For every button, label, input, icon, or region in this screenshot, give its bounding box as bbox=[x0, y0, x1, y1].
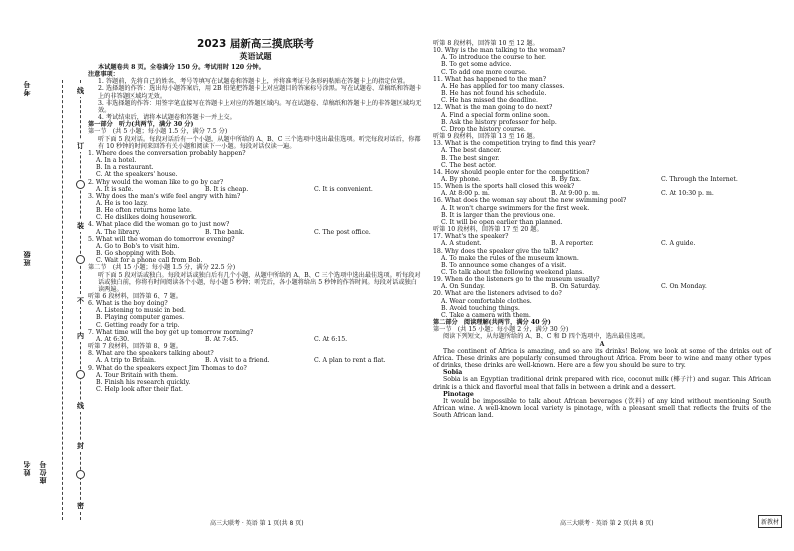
edition-badge: 新教材 bbox=[758, 515, 782, 528]
option: B. Avoid touching things. bbox=[441, 304, 520, 312]
exam-meta: 本试题卷共 8 页。全卷满分 150 分。考试用时 120 分钟。 bbox=[98, 64, 265, 71]
option: A. It won't charge swimmers for the first week. bbox=[441, 204, 590, 212]
option: A. The best dancer. bbox=[441, 147, 502, 155]
question: 3. Why does the man's wife feel angry with him? bbox=[88, 192, 241, 200]
note-item: 2. 选择题的作答：选出每小题答案后，用 2B 铅笔把答题卡上对应题目的答案标号涂黑。写在试题卷、草稿纸和答题卡上的非答题区域均无效。 bbox=[98, 85, 422, 100]
section-instructions: 听下面 5 段对话或独白。每段对话或独白后有几个小题，从题中所给的 A、B、C 三个选项中选出最佳选项。听每段对话或独白前，你将有时间阅读各个小题，每小题 5 秒钟；听完后，各小题将给出 5 秒钟的作答时间。每段对话或独白读两遍。 bbox=[98, 271, 421, 293]
margin-word: 内 bbox=[77, 332, 84, 340]
binding-margin bbox=[22, 80, 82, 520]
option: A. Wear comfortable clothes. bbox=[441, 297, 532, 305]
question: 20. What are the listeners advised to do? bbox=[433, 290, 562, 298]
option: B. Ask the history professor for help. bbox=[441, 118, 557, 126]
note-item: 3. 非选择题的作答：用签字笔直接写在答题卡上对应的答题区域内。写在试题卷、草稿纸和答题卡上的非答题区域均无效。 bbox=[98, 99, 422, 114]
section-instructions: 听下面 5 段对话。每段对话后有一个小题，从题中所给的 A、B、C 三个选项中选出最佳选项。听完每段对话后，你都有 10 秒钟的时间来回答有关小题和阅读下一小题。每段对话仅读一遍。 bbox=[98, 135, 421, 150]
option-row bbox=[433, 176, 771, 183]
question: 4. What place did the woman go to just now? bbox=[88, 221, 230, 229]
option: B. To announce some changes of a visit. bbox=[441, 261, 567, 269]
option-row bbox=[88, 186, 423, 193]
part-heading: 第二部分 阅读理解(共两节，满分 40 分) bbox=[433, 319, 551, 327]
option: C. At 10:30 p. m. bbox=[661, 190, 714, 198]
option: B. Go shopping with Bob. bbox=[96, 250, 176, 258]
margin-label-class: 班级 bbox=[23, 250, 31, 266]
option: C. He dislikes doing housework. bbox=[96, 214, 197, 222]
question: 5. What will the woman do tomorrow evening? bbox=[88, 235, 235, 243]
question: 1. Where does the conversation probably happen? bbox=[88, 149, 246, 157]
question: 13. What is the competition trying to find this year? bbox=[433, 140, 596, 148]
left-column bbox=[88, 38, 423, 393]
listening-material: 听第 6 段材料，回答第 6、7 题。 bbox=[88, 293, 182, 300]
margin-circle bbox=[76, 470, 85, 479]
option: B. On Saturday. bbox=[551, 283, 601, 291]
option: C. At the speakers' house. bbox=[96, 171, 178, 179]
section-heading: 第一节 (共 15 小题；每小题 2 分，满分 30 分) bbox=[433, 326, 569, 334]
option: B. He often returns home late. bbox=[96, 207, 192, 215]
question: 6. What is the boy doing? bbox=[88, 300, 168, 308]
passage-paragraph: The continent of Africa is amazing, and so are its drinks! Below, we look at some of the drinks out of Africa. These drinks are popularly consumed throughout Africa. From beer to wine and many other types of drinks, these drinks are well-known. Here are a few you should be sure to try. bbox=[433, 347, 771, 370]
option: A. The library. bbox=[96, 228, 141, 236]
listening-material: 听第 7 段材料，回答第 8、9 题。 bbox=[88, 343, 182, 351]
note-item: 1. 答题前，先将自己的姓名、考号等填写在试题卷和答题卡上，并将准考证号条形码粘贴在答题卡上的指定位置。 bbox=[98, 78, 410, 86]
question: 11. What has happened to the man? bbox=[433, 75, 547, 83]
option: B. A visit to a friend. bbox=[205, 357, 270, 365]
option: A. Find a special form online soon. bbox=[441, 111, 550, 119]
question: 10. Why is the man talking to the woman? bbox=[433, 47, 566, 55]
option: A. Listening to music in bed. bbox=[96, 307, 186, 315]
option: C. It is convenient. bbox=[314, 185, 373, 193]
option-row bbox=[433, 240, 771, 247]
option: B. At 9:00 p. m. bbox=[551, 190, 600, 198]
question: 19. When do the listeners go to the museum usually? bbox=[433, 276, 600, 284]
option: A. To make the rules of the museum known. bbox=[441, 254, 579, 262]
passage-subheading: Sobia bbox=[443, 369, 463, 377]
margin-word: 不 bbox=[77, 297, 84, 305]
question: 15. When is the sports hall closed this week? bbox=[433, 183, 575, 191]
passage-label: A bbox=[599, 340, 605, 348]
margin-label-exam-no: 考号 bbox=[23, 80, 31, 96]
passage-subheading: Pinotage bbox=[443, 390, 474, 398]
margin-word: 装 bbox=[77, 222, 84, 230]
question: 16. What does the woman say about the new swimming pool? bbox=[433, 197, 627, 205]
option: C. Getting ready for a trip. bbox=[96, 321, 180, 329]
question: 8. What are the speakers talking about? bbox=[88, 350, 214, 358]
option: A. To introduce the course to her. bbox=[441, 54, 547, 62]
option: B. A reporter. bbox=[551, 240, 594, 248]
option: A. At 8:00 p. m. bbox=[441, 190, 490, 198]
option-row bbox=[433, 190, 771, 197]
question: 17. What's the speaker? bbox=[433, 233, 509, 241]
option: B. The bank. bbox=[205, 228, 245, 236]
passage-paragraph: It would be impossible to talk about African beverages (饮料) of any kind without mentioning South African wine. A well-known local variety is pinotage, with a pleasant smell that reflects the fruits of the South African land. bbox=[433, 397, 771, 420]
margin-word: 订 bbox=[77, 142, 84, 150]
option: C. To add one more course. bbox=[441, 68, 527, 76]
question: 7. What time will the boy get up tomorrow morning? bbox=[88, 328, 254, 336]
margin-word: 线 bbox=[77, 402, 84, 410]
margin-label-seat: 座位号 bbox=[39, 460, 47, 484]
part-heading: 第一部分 听力(共两节，满分 30 分) bbox=[88, 121, 194, 129]
option: C. A plan to rent a flat. bbox=[314, 357, 386, 365]
listening-material: 听第 9 段材料，回答第 13 至 16 题。 bbox=[433, 133, 539, 141]
margin-circle bbox=[76, 255, 85, 264]
option: B. The best singer. bbox=[441, 154, 500, 162]
option: A. Tour Britain with them. bbox=[96, 371, 178, 379]
option: C. On Monday. bbox=[661, 283, 707, 291]
option: A. He is too lazy. bbox=[96, 199, 149, 207]
margin-circle bbox=[76, 370, 85, 379]
listening-material: 听第 10 段材料，回答第 17 至 20 题。 bbox=[433, 226, 543, 234]
option: C. To talk about the following weekend plans. bbox=[441, 269, 585, 276]
question: 2. Why would the woman like to go by car? bbox=[88, 178, 224, 186]
option: C. Through the Internet. bbox=[661, 175, 738, 183]
margin-circle bbox=[76, 180, 85, 189]
passage-paragraph: Sobia is an Egyptian traditional drink prepared with rice, coconut milk (椰子汁) and sugar. This African drink is a thick and flavorful meal that falls in between a drink and a dessert. bbox=[433, 376, 771, 391]
margin-label-name: 姓名 bbox=[23, 460, 31, 476]
option: A. On Sunday. bbox=[441, 283, 485, 291]
option: B. By fax. bbox=[551, 175, 581, 183]
question: 18. Why does the speaker give the talk? bbox=[433, 247, 559, 255]
option: B. He has not found his schedule. bbox=[441, 90, 547, 98]
option: B. It is larger than the previous one. bbox=[441, 211, 556, 219]
option: A. It is safe. bbox=[96, 185, 134, 193]
option-row bbox=[433, 283, 771, 290]
margin-word: 线 bbox=[77, 87, 84, 95]
option: C. It will be open earlier than planned. bbox=[441, 218, 563, 226]
option: B. Playing computer games. bbox=[96, 314, 185, 322]
option-row bbox=[88, 357, 423, 364]
option: A. At 6:30. bbox=[96, 335, 130, 343]
margin-dashed-line bbox=[62, 80, 63, 520]
page-footer-right: 高三大联考 · 英语 第 2 页(共 8 页) bbox=[560, 520, 654, 527]
question: 14. How should people enter for the competition? bbox=[433, 168, 590, 176]
exam-title: 2023 届新高三摸底联考 bbox=[197, 38, 314, 50]
section-heading: 第二节 (共 15 小题；每小题 1.5 分，满分 22.5 分) bbox=[88, 264, 236, 272]
option: B. It is cheap. bbox=[205, 185, 249, 193]
option: B. At 7:45. bbox=[205, 335, 239, 343]
option: A. A trip to Britain. bbox=[96, 357, 156, 365]
right-column bbox=[433, 40, 771, 419]
option: C. He has missed the deadline. bbox=[441, 97, 539, 105]
exam-subtitle: 英语试题 bbox=[239, 52, 272, 61]
option: A. He has applied for too many classes. bbox=[441, 82, 565, 90]
margin-word: 密 bbox=[77, 502, 84, 510]
option: A. By phone. bbox=[441, 175, 481, 183]
option: C. The best actor. bbox=[441, 161, 497, 169]
notes-heading: 注意事项： bbox=[88, 71, 119, 79]
note-item: 4. 考试结束后，请将本试题卷和答题卡一并上交。 bbox=[98, 114, 236, 122]
option: B. In a restaurant. bbox=[96, 164, 154, 172]
option: A. A student. bbox=[441, 240, 482, 248]
option: C. Wait for a phone call from Bob. bbox=[96, 257, 203, 265]
page-footer-left: 高三大联考 · 英语 第 1 页(共 8 页) bbox=[210, 520, 304, 527]
section-heading: 第一节 (共 5 小题；每小题 1.5 分，满分 7.5 分) bbox=[88, 128, 228, 136]
question: 9. What do the speakers expect Jim Thomas to do? bbox=[88, 364, 247, 372]
option: C. At 6:15. bbox=[314, 335, 348, 343]
option: C. Drop the history course. bbox=[441, 125, 526, 133]
option: C. A guide. bbox=[661, 240, 696, 248]
option: B. To get some advice. bbox=[441, 61, 512, 69]
option: C. Take a camera with them. bbox=[441, 311, 531, 319]
option: A. In a hotel. bbox=[96, 157, 137, 165]
option-row bbox=[88, 229, 423, 236]
listening-material: 听第 8 段材料，回答第 10 至 12 题。 bbox=[433, 40, 539, 47]
section-instructions: 阅读下列短文，从每题所给的 A、B、C 和 D 四个选项中，选出最佳选项。 bbox=[443, 333, 650, 341]
margin-word: 封 bbox=[77, 442, 84, 450]
option: A. Go to Bob's to visit him. bbox=[96, 242, 180, 250]
option: C. Help look after their flat. bbox=[96, 386, 183, 394]
option: B. Finish his research quickly. bbox=[96, 378, 191, 386]
option: C. The post office. bbox=[314, 228, 371, 236]
question: 12. What is the man going to do next? bbox=[433, 104, 553, 112]
